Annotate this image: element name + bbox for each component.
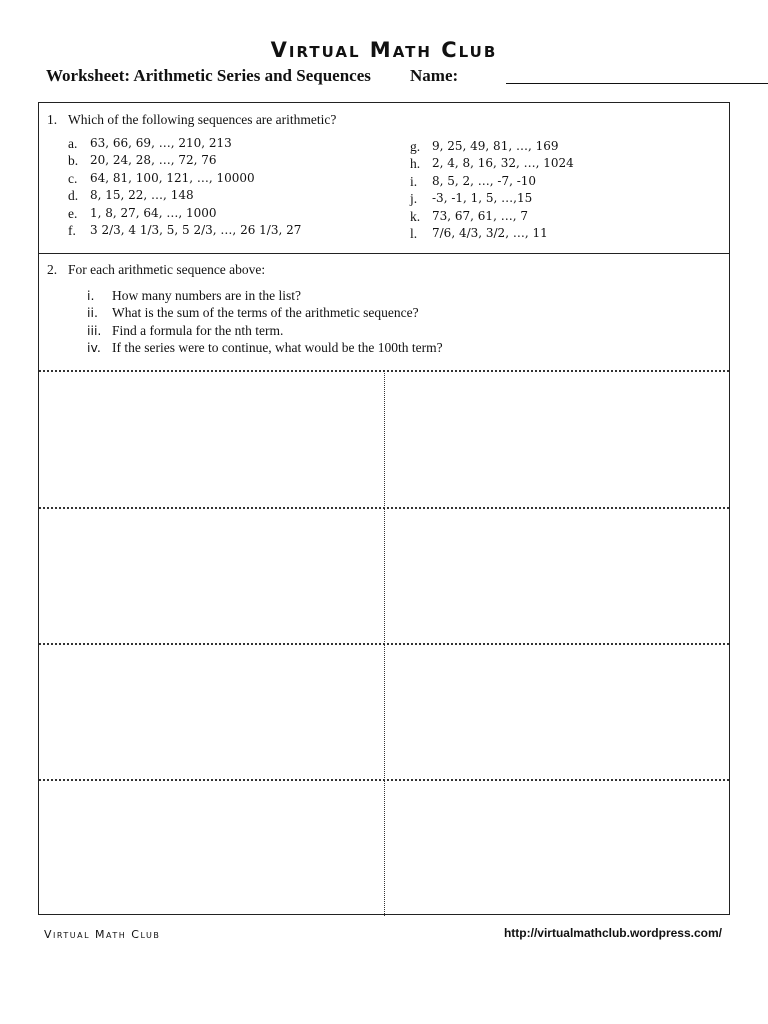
- footer-url-link[interactable]: http://virtualmathclub.wordpress.com/: [503, 926, 722, 940]
- question-2-number: 2.: [47, 262, 58, 277]
- item-letter: l.: [410, 225, 418, 241]
- item-sequence: -3, -1, 1, 5, …,15: [432, 191, 533, 206]
- item-letter: k.: [410, 208, 421, 224]
- footer-brand: Virtual Math Club: [44, 928, 161, 941]
- item-letter: d.: [68, 188, 79, 204]
- item-sequence: 20, 24, 28, …, 72, 76: [90, 153, 217, 168]
- item-letter: h.: [410, 156, 421, 172]
- item-sequence: 1, 8, 27, 64, …, 1000: [90, 205, 217, 220]
- item-sequence: 8, 5, 2, …, -7, -10: [432, 173, 537, 188]
- item-letter: a.: [68, 136, 78, 151]
- item-letter: b.: [68, 153, 79, 169]
- item-sequence: 3 2/3, 4 1/3, 5, 5 2/3, …, 26 1/3, 27: [90, 222, 302, 237]
- subitem-text: What is the sum of the terms of the arithmetic sequence?: [112, 305, 419, 321]
- answer-cell[interactable]: [39, 372, 384, 507]
- answer-cell[interactable]: [386, 509, 729, 643]
- subitem-numeral: iii.: [87, 322, 102, 338]
- question-2-text: For each arithmetic sequence above:: [68, 262, 266, 277]
- worksheet-box: [38, 102, 730, 915]
- item-letter: j.: [410, 191, 418, 207]
- subitem-text: If the series were to continue, what would be the 100th term?: [112, 340, 443, 356]
- question-1: [39, 103, 729, 254]
- name-line: [506, 83, 768, 84]
- subitem-numeral: ii.: [87, 305, 98, 321]
- answer-cell[interactable]: [386, 781, 729, 914]
- item-letter: e.: [68, 205, 78, 221]
- question-2: [39, 253, 729, 371]
- subitem-text: Find a formula for the nth term.: [112, 322, 284, 338]
- question-1-number: 1.: [47, 112, 58, 127]
- item-letter: g.: [410, 139, 421, 154]
- answer-cell[interactable]: [39, 781, 384, 914]
- page-title: Virtual Math Club: [270, 38, 498, 62]
- item-letter: i.: [410, 173, 418, 189]
- answer-cell[interactable]: [386, 645, 729, 779]
- item-sequence: 2, 4, 8, 16, 32, …, 1024: [432, 156, 574, 171]
- answer-cell[interactable]: [39, 509, 384, 643]
- answer-cell[interactable]: [386, 372, 729, 507]
- question-1-text: Which of the following sequences are arithmetic?: [68, 112, 337, 127]
- item-sequence: 7/6, 4/3, 3/2, …, 11: [432, 225, 548, 240]
- item-letter: f.: [68, 222, 76, 238]
- answer-grid-column-divider: [384, 371, 385, 916]
- subitem-numeral: i.: [87, 288, 95, 303]
- subitem-numeral: iv.: [87, 340, 101, 356]
- worksheet-title: Worksheet: Arithmetic Series and Sequences: [46, 66, 371, 85]
- item-sequence: 64, 81, 100, 121, …, 10000: [90, 170, 255, 185]
- item-sequence: 73, 67, 61, …, 7: [432, 208, 528, 223]
- subitem-text: How many numbers are in the list?: [112, 288, 301, 303]
- name-label: Name:: [410, 66, 459, 85]
- item-sequence: 63, 66, 69, …, 210, 213: [90, 136, 232, 150]
- item-sequence: 8, 15, 22, …, 148: [90, 188, 194, 203]
- item-sequence: 9, 25, 49, 81, …, 169: [432, 139, 559, 153]
- item-letter: c.: [68, 170, 78, 186]
- answer-cell[interactable]: [39, 645, 384, 779]
